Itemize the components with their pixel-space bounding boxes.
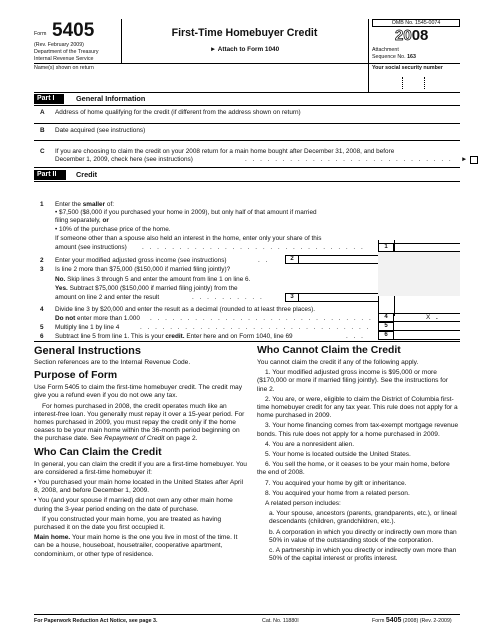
part2-title: Credit xyxy=(76,170,98,179)
cannot-item-8: 8. You acquired your home from a related person. xyxy=(265,489,410,497)
line4-decimal-point: . xyxy=(436,314,438,321)
line1-note: If someone other than a spouse also held an interest in the home, enter only your share of this xyxy=(55,235,322,242)
who-cannot-claim-heading: Who Cannot Claim the Credit xyxy=(257,345,401,356)
main-home-text: Your main home is the one you live in most of the time. It can be a house, houseboat, housetrailer, cooperative apartment, condominium, or other type of residence. xyxy=(34,534,238,558)
form-number: 5405 xyxy=(52,20,95,41)
line3-text: Is line 2 more than $75,000 ($150,000 if married filing jointly)? xyxy=(55,266,231,273)
line1-smaller: smaller xyxy=(82,201,106,208)
ssn-field[interactable] xyxy=(370,72,460,92)
header-divider-right xyxy=(368,19,369,63)
part1-header-rule xyxy=(34,105,460,106)
line4-decimal-field[interactable] xyxy=(394,313,460,322)
general-instructions-heading: General Instructions xyxy=(34,345,141,357)
cannot-item-1: 1. Your modified adjusted gross income is $95,000 or more ($170,000 or more if married filing jointly). See the instructions for line 2. xyxy=(257,369,448,393)
date-acquired-field[interactable] xyxy=(180,126,460,138)
line1-text xyxy=(55,201,114,209)
line3-number: 3 xyxy=(40,266,44,273)
main-home-paragraph xyxy=(34,534,248,559)
left-column xyxy=(34,342,248,561)
tax-year-outline: 20 xyxy=(395,27,412,44)
line3-no-text: Skip lines 3 through 5 and enter the amount from line 1 on line 6. xyxy=(67,276,251,283)
cannot-item-6: 6. You sell the home, or it ceases to be your main home, before the end of 2008. xyxy=(257,461,450,477)
row-b-rule xyxy=(34,140,460,141)
line2-text: Enter your modified adjusted gross income (see instructions) xyxy=(55,257,227,264)
form-label: Form xyxy=(34,31,47,37)
line6-text xyxy=(55,333,293,341)
who-cannot-intro: You cannot claim the credit if any of the following apply. xyxy=(257,359,419,366)
part2-header-rule xyxy=(34,181,460,182)
footer-revision: (2008) (Rev. 2-2009) xyxy=(402,618,452,624)
line4-limit: enter more than 1.000 xyxy=(77,315,140,322)
sequence-number: 163 xyxy=(407,54,416,60)
header-divider-left xyxy=(121,19,122,63)
line5-box-label: 5 xyxy=(378,322,394,331)
line4-do-not: Do not xyxy=(55,315,76,322)
line4-text: Divide line 3 by $20,000 and enter the result as a decimal (rounded to at least three places). xyxy=(55,306,316,313)
ssn-label: Your social security number xyxy=(372,65,443,71)
attachment-label: Attachment xyxy=(372,47,399,53)
who-can-claim-text: In general, you can claim the credit if you are a first-time homebuyer. You are considered a first-time homebuyer if: xyxy=(34,460,247,476)
who-can-claim-bullet-1: • You purchased your main home located in the United States after April 8, 2008, and before December 1, 2009. xyxy=(34,479,244,495)
name-label: Name(s) shown on return xyxy=(34,65,94,71)
form-title: First-Time Homebuyer Credit xyxy=(171,27,318,39)
constructed-home-text: If you constructed your main home, you are treated as having purchased it on the date you first occupied it. xyxy=(34,515,222,532)
line3-no xyxy=(55,276,250,284)
row-a-rule xyxy=(34,123,460,124)
sequence-label xyxy=(372,54,416,60)
row-c-text-2: December 1, 2009, check here (see instructions) xyxy=(55,156,193,163)
line1-amount-field[interactable] xyxy=(394,243,460,252)
line1-e: filing separately, xyxy=(55,217,101,224)
row-c-leader: . . . . . . . . . . . . . . . . . . . . . . . . . . . . xyxy=(245,156,453,163)
line4-text-2 xyxy=(55,315,140,323)
purpose-p2-link: Repayment of Credit xyxy=(104,435,165,443)
tax-year-solid: 08 xyxy=(411,27,429,44)
header-rule xyxy=(34,63,460,64)
cannot-item-5: 5. Your home is located outside the United States. xyxy=(265,451,411,459)
line1-a: Enter the xyxy=(55,201,81,208)
part2-tag: Part II xyxy=(34,170,66,180)
line1-of: of: xyxy=(106,201,114,208)
line3-yes-label: Yes. xyxy=(55,285,68,292)
cannot-item-2: 2. You are, or were, eligible to claim the District of Columbia first-time homebuyer credit for any tax year. This rule does not apply for a home purchased in 2009. xyxy=(257,395,458,420)
row-c-letter: C xyxy=(40,148,45,155)
row-c-arrow: ► xyxy=(461,156,468,163)
row-a-letter: A xyxy=(40,109,45,116)
line1-bullet-1-cont xyxy=(55,217,109,225)
line2-shaded-area xyxy=(378,252,460,296)
ssn-divider xyxy=(368,63,369,92)
related-person-c: c. A partnership in which you directly or indirectly own more than 50% of the capital interest or profits interest. xyxy=(269,547,457,563)
line6-box-label: 6 xyxy=(378,331,394,340)
line6-amount-field[interactable] xyxy=(394,331,460,340)
line5-text: Multiply line 1 by line 4 xyxy=(55,324,120,331)
line1-note-2: amount (see instructions) xyxy=(55,244,127,251)
line2-number: 2 xyxy=(40,257,44,264)
ssn-separator-1 xyxy=(402,77,403,89)
part1-title: General Information xyxy=(76,94,146,103)
part2-top-rule xyxy=(34,167,460,168)
row-b-text: Date acquired (see instructions) xyxy=(55,127,146,134)
cannot-item-3: 3. Your home financing comes from tax-exempt mortgage revenue bonds. This rule does not apply for a home purchased in 2009. xyxy=(257,422,459,438)
purpose-paragraph-2 xyxy=(34,403,248,444)
purpose-p2-a: For homes purchased in 2008, the credit operates much like an interest-free loan. You generally must repay it over a 15-year period. For homes purchased in 2009, you must repay the credit only if the home ceases to be your main home within the 36-month period beginning on the purchase date. See xyxy=(34,402,245,443)
name-field[interactable] xyxy=(34,72,368,92)
sequence-text: Sequence No. xyxy=(372,54,406,60)
line5-amount-field[interactable] xyxy=(394,322,460,331)
row-a-text: Address of home qualifying for the credit (if different from the address shown on return) xyxy=(55,109,301,116)
line1-leader: . . . . . . . . . . . . . . . . . . . . . . . . . . . . . . xyxy=(142,244,365,251)
line3-box-label: 3 xyxy=(285,293,299,302)
related-person-b: b. A corporation in which you directly or indirectly own more than 50% in value of the outstanding stock of the corporation. xyxy=(269,528,457,544)
line1-bullet-2: • 10% of the purchase price of the home. xyxy=(55,226,171,233)
line3-yes xyxy=(55,285,238,293)
related-person-intro: A related person includes: xyxy=(265,500,341,508)
line6-leader: . . . xyxy=(346,333,365,340)
line3-yes-text: Subtract $75,000 ($150,000 if married filing jointly) from the xyxy=(69,285,238,292)
cannot-item-4: 4. You are a nonresident alien. xyxy=(265,440,355,448)
related-person-a: a. Your spouse, ancestors (parents, grandparents, etc.), or lineal descendants (children, grandchildren, etc.). xyxy=(269,510,457,526)
tax-year xyxy=(395,28,428,44)
line6-a: Subtract line 5 from line 1. This is your xyxy=(55,333,164,340)
line3-yes-text-2: amount on line 2 and enter the result xyxy=(55,294,160,301)
line6-credit: credit. xyxy=(165,333,185,340)
footer-form-number: 5405 xyxy=(385,617,402,624)
purpose-p2-c: on page 2. xyxy=(166,435,198,443)
line1-number: 1 xyxy=(40,201,44,208)
line1-bullet-1: • $7,500 ($8,000 if you purchased your home in 2009), but only half of that amount if married xyxy=(55,209,317,216)
part1-top-rule xyxy=(34,92,460,93)
footer-form-label: Form xyxy=(372,618,385,624)
row-c-checkbox[interactable] xyxy=(470,156,478,164)
line4-box-label: 4 xyxy=(378,313,394,322)
general-instructions-text: Section references are to the Internal Revenue Code. xyxy=(34,359,191,366)
line4-number: 4 xyxy=(40,306,44,313)
footer-rule xyxy=(34,614,460,615)
who-can-claim-heading: Who Can Claim the Credit xyxy=(34,446,162,458)
line5-number: 5 xyxy=(40,324,44,331)
footer-form-id xyxy=(372,618,452,624)
irs-label: Internal Revenue Service xyxy=(34,56,94,62)
who-can-claim-bullet-2: • You (and your spouse if married) did not own any other main home during the 3-year period ending on the date of purchase. xyxy=(34,497,233,513)
line1-box-label: 1 xyxy=(378,243,394,252)
part1-tag: Part I xyxy=(34,94,64,104)
cannot-item-7: 7. You acquired your home by gift or inheritance. xyxy=(265,479,407,487)
line3-no-label: No. xyxy=(55,276,66,283)
line2-box-label: 2 xyxy=(285,255,299,264)
line1-or: or xyxy=(102,217,109,224)
ssn-separator-2 xyxy=(424,77,425,89)
line6-c: Enter here and on Form 1040, line 69 xyxy=(186,333,293,340)
attach-instruction: ► Attach to Form 1040 xyxy=(209,46,280,53)
line5-leader: . . . . . . . . . . . . . . . . . . . . . . . . . . . . . . . xyxy=(140,324,371,331)
line4-leader: . . . . . . . . . . . . . . . . . . . . . . . . . . . . . . xyxy=(150,315,373,322)
row-c-text: If you are choosing to claim the credit on your 2008 return for a main home bought after December 31, 2008, and before xyxy=(55,148,395,155)
omb-number: OMB No. 1545-0074 xyxy=(372,19,460,27)
purpose-heading: Purpose of Form xyxy=(34,370,118,382)
line3-leader: . . . . . . . . . . xyxy=(192,294,264,301)
revision-date: (Rev. February 2009) xyxy=(34,42,84,48)
main-home-label: Main home. xyxy=(34,534,71,542)
row-b-letter: B xyxy=(40,127,45,134)
catalog-number: Cat. No. 11880I xyxy=(262,618,299,624)
line4-x-mark: X xyxy=(426,314,431,321)
line2-amount-field[interactable] xyxy=(299,255,378,264)
line2-leader: . . xyxy=(258,257,270,264)
purpose-paragraph-1: Use Form 5405 to claim the first-time homebuyer credit. The credit may give you a refund even if you do not owe any tax. xyxy=(34,384,243,400)
paperwork-notice: For Paperwork Reduction Act Notice, see page 3. xyxy=(34,618,158,624)
right-column xyxy=(257,342,460,565)
line6-number: 6 xyxy=(40,333,44,340)
department-label: Department of the Treasury xyxy=(34,49,99,55)
line3-amount-field[interactable] xyxy=(299,293,378,302)
